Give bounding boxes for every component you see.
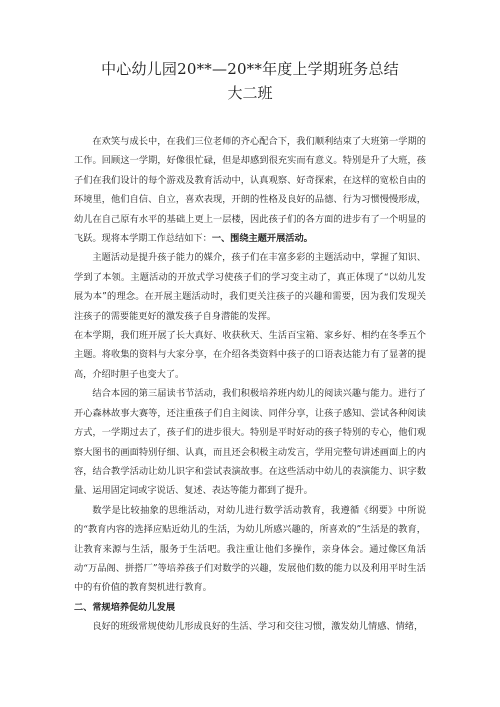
paragraph-intro [74,132,426,248]
paragraph-intro-text: 在欢笑与成长中，在我们三位老师的齐心配合下，我们顺利结束了大班第一学期的工作。回顾这一学期，好像很忙碌，但是却感到很充实而有意义。特别是升了大班，孩子们在我们设计的每个游戏及教育活动中，认真观察、好奇探索，在这样的宽松自由的环境里，他们自信、自立，喜欢表现，开朗的性格及良好的品德、行为习惯慢慢形成，幼儿在自己原有水平的基础上更上一层楼，因此孩子们的各方面的进步有了一个明显的飞跃。现将本学期工作总结如下： [74,136,426,245]
document-title: 中心幼儿园20**—20**年度上学期班务总结 [101,60,399,78]
document-subtitle: 大二班 [227,84,273,102]
section-heading-1: 一、围绕主题开展活动。 [211,233,313,245]
paragraph-theme-activity: 主题活动是提升孩子能力的媒介，孩子们在丰富多彩的主题活动中，掌握了知识、学到了本领。主题活动的开放式学习使孩子们的学习变主动了，真正体现了“以幼儿发展为本”的理念。在开展主题活动时，我们更关注孩子的兴趣和需要，因为我们发现关注孩子的需要能更好的激发孩子自身潜能的发挥。 [74,252,426,322]
paragraph-semester-themes: 在本学期，我们班开展了长大真好、收获秋天、生活百宝箱、家乡好、相约在冬季五个主题。将收集的资料与大家分享，在介绍各类资料中孩子的口语表达能力有了显著的提高，介绍时胆子也变大了。 [74,330,426,380]
section-heading-2: 二、常规培养促幼儿发展 [74,601,176,613]
paragraph-reading-festival: 结合本园的第三届读书节活动，我们积极培养班内幼儿的阅读兴趣与能力。进行了开心森林故事大赛等，还注重孩子们自主阅读、同伴分享，让孩子感知、尝试各种阅读方式，一学期过去了，孩子们的进步很大。特别是平时好动的孩子特别的专心，他们观察大图书的画面特别仔细、认真，而且还会积极主动发言，学用完整句讲述画面上的内容，结合教学活动让幼儿识字和尝试表演故事。在这些活动中幼儿的表演能力、识字数量、运用固定词或字说话、复述、表达等能力都到了提升。 [74,388,426,497]
paragraph-routine: 良好的班级常规使幼儿形成良好的生活、学习和交往习惯，激发幼儿情感、情绪， [92,621,424,633]
paragraph-math-activity: 数学是比较抽象的思维活动，对幼儿进行数学活动教育，我遵循《纲要》中所说的“教育内容的选择应贴近幼儿的生活，为幼儿所感兴趣的，所喜欢的”生活是的教育，让教育来源与生活，服务于生活吧。我注重让他们多操作，亲身体会。通过像区角活动“万品阁、拼搭厂”等培养孩子们对数学的兴趣，发展他们数的能力以及利用平时生活中的有价值的教育契机进行教育。 [74,504,426,594]
